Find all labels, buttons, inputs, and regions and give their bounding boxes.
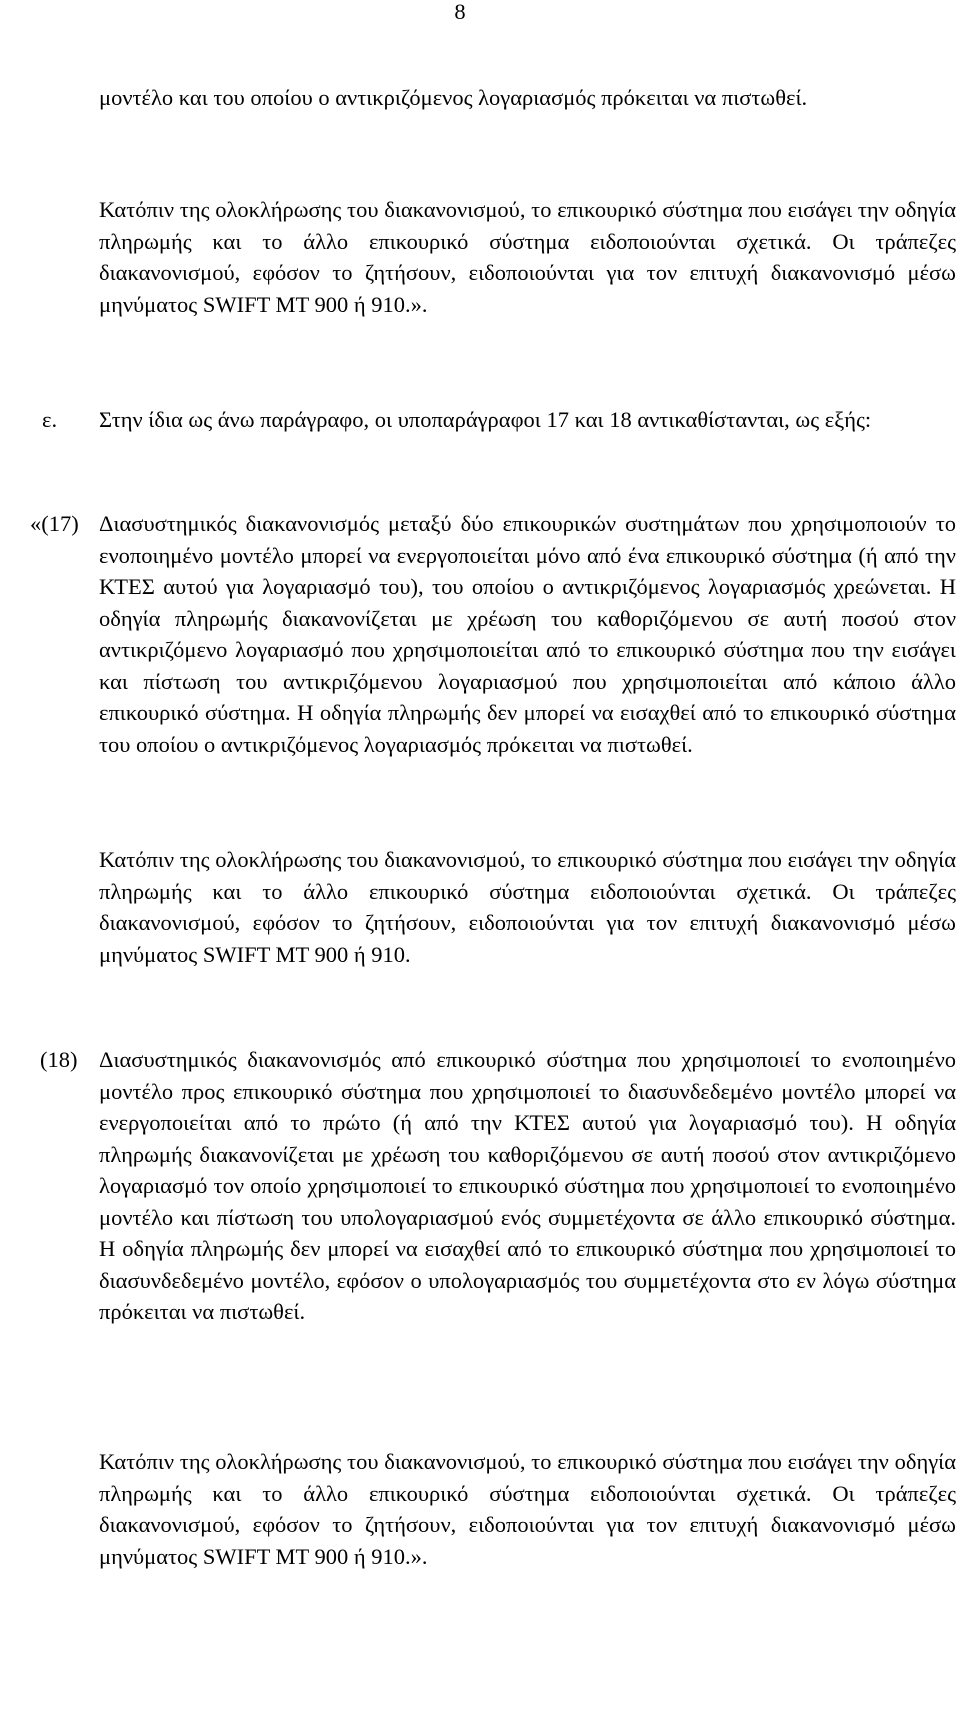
subparagraph-18-label: (18) bbox=[40, 1047, 78, 1072]
paragraph-notification-1: Κατόπιν της ολοκλήρωσης του διακανονισμού, το επικουρικό σύστημα που εισάγει την οδηγία πληρωμής και το άλλο επικουρικό σύστημα ειδοποιούνται σχετικά. Οι τράπεζες διακανονισμού, εφόσον το ζητήσουν, ειδοποιούνται για τον επιτυχή διακανονισμό μέσω μηνύματος SWIFT MT 900 ή 910.». bbox=[99, 197, 956, 317]
subparagraph-18-followup: Κατόπιν της ολοκλήρωσης του διακανονισμού, το επικουρικό σύστημα που εισάγει την οδηγία πληρωμής και το άλλο επικουρικό σύστημα ειδοποιούνται σχετικά. Οι τράπεζες διακανονισμού, εφόσον το ζητήσουν, ειδοποιούνται για τον επιτυχή διακανονισμό μέσω μηνύματος SWIFT MT 900 ή 910.». bbox=[99, 1449, 956, 1569]
subparagraph-17-label: «(17) bbox=[30, 511, 79, 536]
subparagraph-18-text: Διασυστημικός διακανονισμός από επικουρικό σύστημα που χρησιμοποιεί το ενοποιημένο μοντέλο προς επικουρικό σύστημα που χρησιμοποιεί το διασυνδεδεμένο μοντέλο μπορεί να ενεργοποιείται από το πρώτο (ή από την ΚΤΕΣ αυτού για λογαριασμό του). Η οδηγία πληρωμής διακανονίζεται με χρέωση του καθοριζόμενου σε αυτή ποσού στον αντικριζόμενο λογαριασμό τον οποίο χρησιμοποιεί το επικουρικό σύστημα που χρησιμοποιεί το ενοποιημένο μοντέλο και πίστωση του υπολογαριασμού ενός συμμετέχοντα σε άλλο επικουρικό σύστημα. Η οδηγία πληρωμής δεν μπορεί να εισαχθεί από το επικουρικό σύστημα που χρησιμοποιεί το διασυνδεδεμένο μοντέλο, εφόσον ο υπολογαριασμός του συμμετέχοντα στο εν λόγω σύστημα πρόκειται να πιστωθεί. bbox=[99, 1047, 956, 1324]
paragraph-continuation: μοντέλο και του οποίου ο αντικριζόμενος λογαριασμός πρόκειται να πιστωθεί. bbox=[99, 85, 808, 110]
subparagraph-17-followup: Κατόπιν της ολοκλήρωσης του διακανονισμού, το επικουρικό σύστημα που εισάγει την οδηγία πληρωμής και το άλλο επικουρικό σύστημα ειδοποιούνται σχετικά. Οι τράπεζες διακανονισμού, εφόσον το ζητήσουν, ειδοποιούνται για τον επιτυχή διακανονισμό μέσω μηνύματος SWIFT MT 900 ή 910. bbox=[99, 847, 956, 967]
subparagraph-17-text bbox=[99, 508, 956, 760]
item-e-text-body: Στην ίδια ως άνω παράγραφο, οι υποπαράγραφοι 17 και 18 αντικαθίστανται, ως εξής: bbox=[99, 407, 872, 432]
page-number: 8 bbox=[454, 0, 466, 24]
item-e-text bbox=[99, 404, 956, 436]
subparagraph-17-body: Διασυστημικός διακανονισμός μεταξύ δύο επικουρικών συστημάτων που χρησιμοποιούν το ενοποιημένο μοντέλο μπορεί να ενεργοποιείται μόνο από ένα επικουρικό σύστημα (ή από την ΚΤΕΣ αυτού για λογαριασμό του), του οποίου ο αντικριζόμενος λογαριασμός χρεώνεται. Η οδηγία πληρωμής διακανονίζεται με χρέωση του καθοριζόμενου σε αυτή ποσού στον αντικριζόμενο λογαριασμό που χρησιμοποιείται από το επικουρικό σύστημα που την εισάγει και πίστωση του αντικριζόμενου λογαριασμού που χρησιμοποιείται από κάποιο άλλο επικουρικό σύστημα. Η οδηγία πληρωμής δεν μπορεί να εισαχθεί από το επικουρικό σύστημα του οποίου ο αντικριζόμενος λογαριασμός πρόκειται να πιστωθεί. bbox=[99, 511, 956, 757]
item-e-label: ε. bbox=[42, 407, 58, 432]
